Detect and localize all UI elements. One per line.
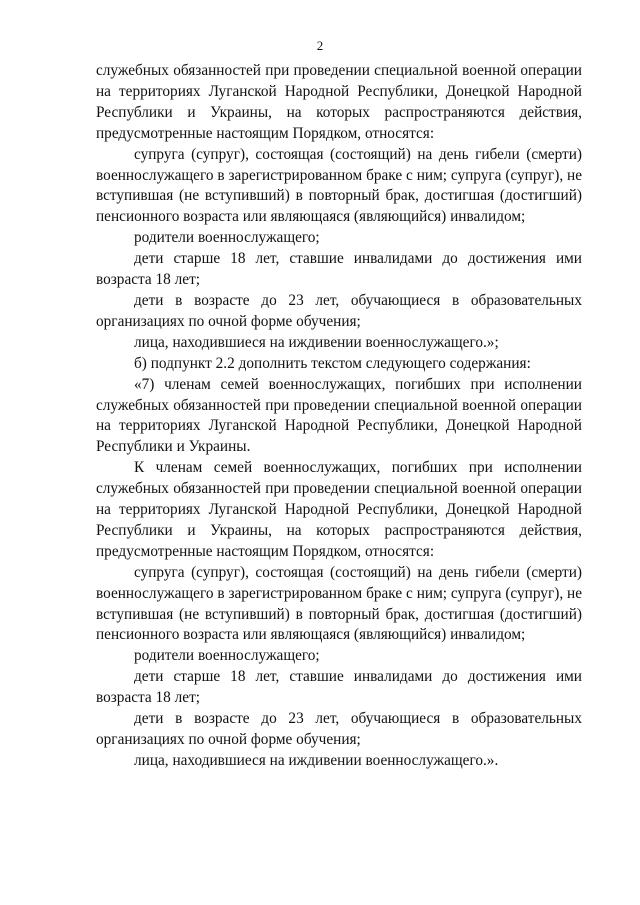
paragraph: служебных обязанностей при проведении специальной военной операции на территориях Луганской Народной Республики, Донецкой Народной Республики и Украины, на которых распространяются действия, предусмотренные настоящим Порядком, относятся: xyxy=(96,62,582,142)
document-body xyxy=(96,61,582,772)
paragraph: б) подпункт 2.2 дополнить текстом следующего содержания: xyxy=(134,354,531,372)
paragraph: родители военнослужащего; xyxy=(134,647,320,665)
paragraph: «7) членам семей военнослужащих, погибших при исполнении служебных обязанностей при проведении специальной военной операции на территориях Луганской Народной Республики, Донецкой Народной Республики и Украины. xyxy=(96,375,582,456)
paragraph: лица, находившиеся на иждивении военнослужащего.»; xyxy=(134,333,499,351)
paragraph: дети старше 18 лет, ставшие инвалидами до достижения ими возраста 18 лет; xyxy=(96,250,582,289)
paragraph: супруга (супруг), состоящая (состоящий) на день гибели (смерти) военнослужащего в зарегистрированном браке с ним; супруга (супруг), не вступившая (не вступивший) в повторный брак, достигшая (достигший) пенсионного возраста или являющаяся (являющийся) инвалидом; xyxy=(96,145,582,226)
paragraph: супруга (супруг), состоящая (состоящий) на день гибели (смерти) военнослужащего в зарегистрированном браке с ним; супруга (супруг), не вступившая (не вступивший) в повторный брак, достигшая (достигший) пенсионного возраста или являющаяся (являющийся) инвалидом; xyxy=(96,563,582,644)
paragraph: К членам семей военнослужащих, погибших при исполнении служебных обязанностей при проведении специальной военной операции на территориях Луганской Народной Республики, Донецкой Народной Республики и Украины, на которых распространяются действия, предусмотренные настоящим Порядком, относятся: xyxy=(96,459,582,560)
paragraph: лица, находившиеся на иждивении военнослужащего.». xyxy=(134,751,499,769)
paragraph: дети в возрасте до 23 лет, обучающиеся в образовательных организациях по очной форме обучения; xyxy=(96,291,582,330)
page-number: 2 xyxy=(316,38,324,53)
paragraph: дети старше 18 лет, ставшие инвалидами до достижения ими возраста 18 лет; xyxy=(96,668,582,707)
paragraph: родители военнослужащего; xyxy=(134,229,320,247)
paragraph: дети в возрасте до 23 лет, обучающиеся в образовательных организациях по очной форме обучения; xyxy=(96,710,582,748)
